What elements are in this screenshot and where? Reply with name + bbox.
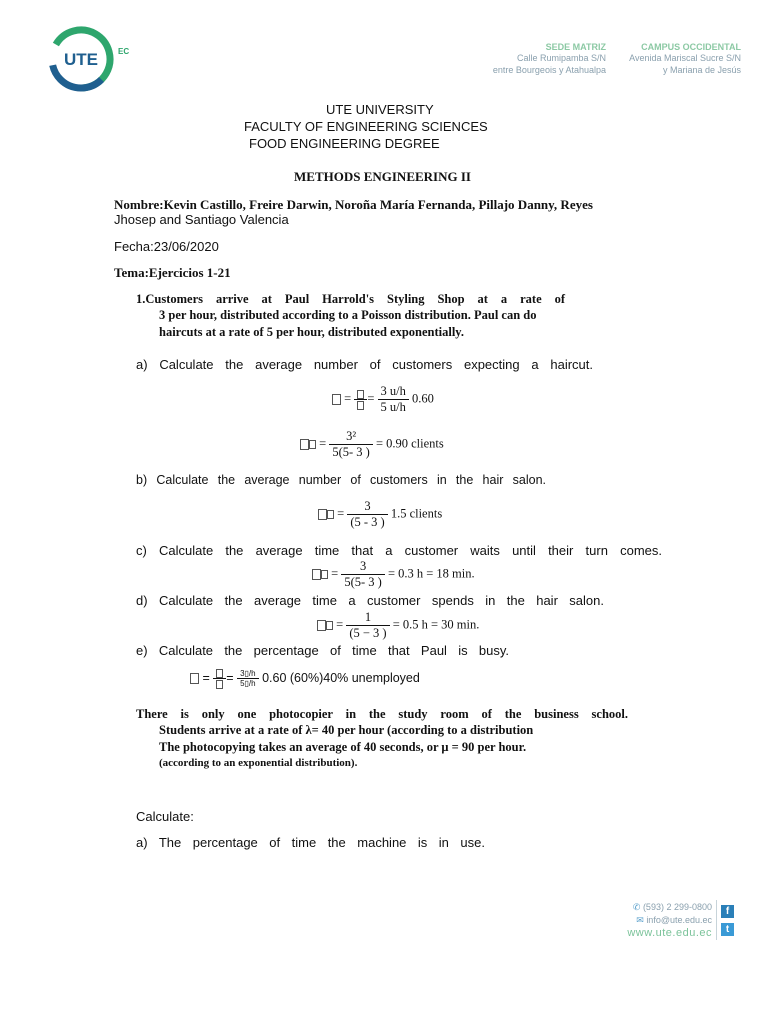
formula-eq: =	[337, 506, 345, 521]
footer-divider	[716, 900, 717, 940]
campus-line2: y Mariana de Jesús	[662, 65, 741, 75]
formula-result: = 0.90 clients	[375, 436, 444, 451]
topic-line: Tema:Ejercicios 1-21	[114, 265, 231, 280]
names-continuation: Jhosep and Santiago Valencia	[114, 212, 289, 227]
lambda-over-mu	[354, 389, 367, 409]
rho-symbol	[332, 394, 341, 405]
sede-matriz-address	[470, 42, 606, 76]
sede-line1: Calle Rumipamba S/N	[516, 53, 606, 63]
lambda-over-mu	[213, 669, 226, 689]
formula-eq2: =	[226, 671, 234, 686]
formula-ws	[317, 610, 479, 641]
formula-lq	[300, 429, 444, 460]
formula-result: = 0.3 h = 18 min.	[387, 566, 475, 581]
fraction-den: (5 - 3 )	[350, 515, 385, 529]
email-icon: ✉	[636, 915, 647, 925]
formula-eq: =	[336, 617, 344, 632]
date-line: Fecha:23/06/2020	[114, 239, 219, 254]
formula-fraction	[347, 499, 387, 530]
email-text[interactable]: info@ute.edu.ec	[646, 915, 712, 925]
formula-utilization	[332, 384, 434, 415]
university-name: UTE UNIVERSITY	[326, 102, 434, 117]
question-1e: e) Calculate the percentage of time that Paul is busy.	[136, 643, 509, 658]
footer-website[interactable]: www.ute.edu.ec	[627, 927, 712, 939]
formula-fraction	[346, 610, 389, 641]
formula-fraction	[237, 669, 259, 688]
fraction-den: 5(5- 3 )	[344, 575, 382, 589]
formula-busy	[190, 669, 420, 689]
fraction-den: 5(5- 3 )	[332, 445, 370, 459]
problem2-line4: (according to an exponential distribution).	[159, 757, 358, 769]
formula-result: 0.60 (60%)40% unemployed	[262, 671, 420, 686]
formula-fraction	[329, 429, 373, 460]
formula-eq: =	[202, 671, 210, 686]
question-1d: d) Calculate the average time a customer spends in the hair salon.	[136, 593, 604, 608]
fraction-num: 3 u/h	[378, 384, 409, 400]
fraction-num: 3	[341, 559, 385, 575]
question-1c: c) Calculate the average time that a customer waits until their turn comes.	[136, 543, 662, 558]
problem1-line2: 3 per hour, distributed according to a Poisson distribution. Paul can do	[159, 308, 537, 322]
calculate-label: Calculate:	[136, 809, 194, 824]
formula-eq: =	[344, 391, 352, 406]
campus-title: CAMPUS OCCIDENTAL	[641, 42, 741, 52]
formula-fraction	[378, 384, 409, 415]
fraction-num: 1	[346, 610, 389, 626]
sede-title: SEDE MATRIZ	[545, 42, 606, 52]
campus-occidental-address	[610, 42, 741, 76]
facebook-icon[interactable]: f	[721, 905, 734, 918]
faculty-name: FACULTY OF ENGINEERING SCIENCES	[244, 119, 488, 134]
formula-wq	[312, 559, 475, 590]
problem1-line1: 1.Customers arrive at Paul Harrold's Styling Shop at a rate of	[136, 292, 565, 306]
subject-title: METHODS ENGINEERING II	[294, 169, 471, 184]
phone-text: (593) 2 299-0800	[642, 902, 712, 912]
formula-result: 0.60	[411, 391, 434, 406]
degree-name: FOOD ENGINEERING DEGREE	[249, 136, 440, 151]
names-line: Nombre:Kevin Castillo, Freire Darwin, Noroña María Fernanda, Pillajo Danny, Reyes	[114, 197, 593, 212]
formula-eq2: =	[367, 391, 375, 406]
problem2-line1: There is only one photocopier in the study room of the business school.	[136, 707, 628, 721]
formula-eq: =	[319, 436, 327, 451]
footer-phone	[600, 902, 712, 913]
fraction-num: 3²	[329, 429, 373, 445]
formula-ls	[318, 499, 442, 530]
formula-result: 1.5 clients	[390, 506, 443, 521]
phone-icon: ✆	[632, 902, 643, 912]
fraction-num: 3	[347, 499, 387, 515]
logo-suffix: EC	[118, 47, 130, 56]
formula-fraction	[341, 559, 385, 590]
question-1b: b) Calculate the average number of customers in the hair salon.	[136, 473, 546, 487]
problem1-line3: haircuts at a rate of 5 per hour, distributed exponentially.	[159, 325, 464, 339]
campus-line1: Avenida Mariscal Sucre S/N	[629, 53, 741, 63]
footer-contact	[600, 902, 712, 939]
footer-email	[600, 915, 712, 926]
fraction-den: 5 u/h	[380, 400, 406, 414]
fraction-num: 3▯/h	[237, 669, 259, 679]
problem2-line3: The photocopying takes an average of 40 seconds, or μ = 90 per hour.	[159, 740, 527, 754]
sede-line2: entre Bourgeois y Atahualpa	[492, 65, 606, 75]
logo-text: UTE	[64, 50, 98, 69]
fraction-den: (5 − 3 )	[349, 626, 387, 640]
ute-logo	[48, 26, 114, 92]
twitter-icon[interactable]: t	[721, 923, 734, 936]
fraction-den: 5▯/h	[240, 679, 256, 689]
question-2a: a) The percentage of time the machine is in use.	[136, 835, 485, 850]
problem2-line2: Students arrive at a rate of λ= 40 per hour (according to a distribution	[159, 723, 534, 737]
question-1a: a) Calculate the average number of customers expecting a haircut.	[136, 357, 593, 372]
formula-result: = 0.5 h = 30 min.	[392, 617, 480, 632]
formula-eq: =	[331, 566, 339, 581]
